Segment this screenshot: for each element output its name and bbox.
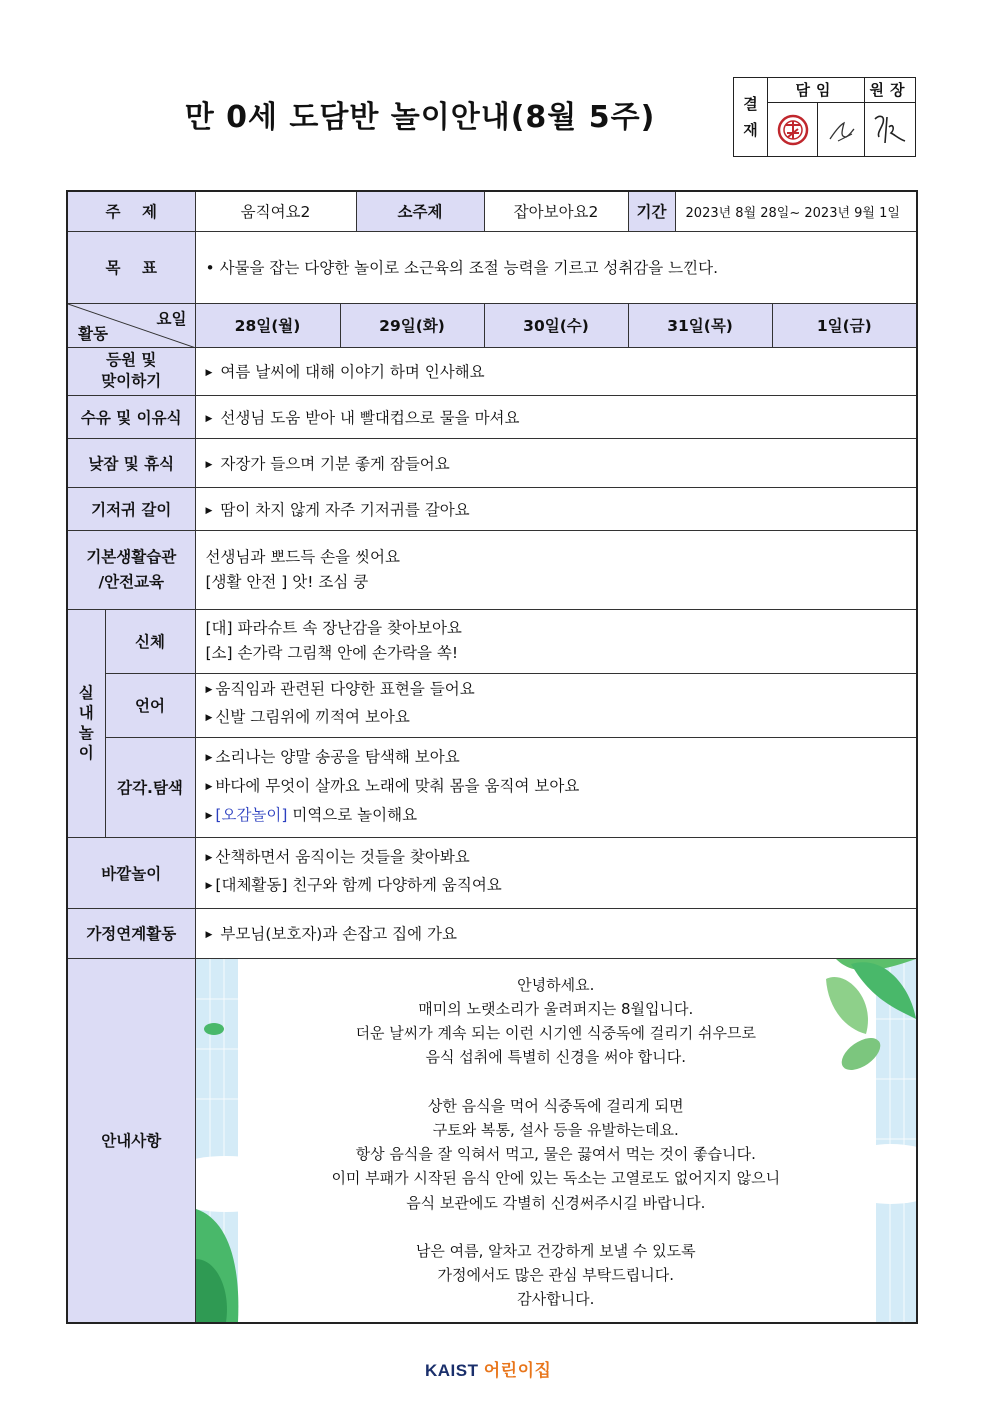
diaper-text: 땀이 차지 않게 자주 기저귀를 갈아요 xyxy=(220,500,470,519)
indoor-sensory-text xyxy=(195,737,917,837)
notice-line: 음식 보관에도 각별히 신경써주시길 바랍니다. xyxy=(406,1193,706,1212)
triangle-bullet-icon: ▶ xyxy=(205,752,213,763)
basic-life-label-2: /안전교육 xyxy=(98,572,165,591)
routine-label-nap: 낮잠 및 휴식 xyxy=(67,438,195,487)
triangle-bullet-icon: ▶ xyxy=(205,713,213,723)
page-title: 만 0세 도담반 놀이안내(8월 5주) xyxy=(184,100,656,135)
notice-row xyxy=(67,958,917,1323)
theme-label: 주 제 xyxy=(67,191,195,231)
outdoor-line-1: 산책하면서 움직이는 것들을 찾아봐요 xyxy=(215,847,470,866)
triangle-bullet-icon: ▶ xyxy=(205,930,213,940)
kaist-kindergarten-logo xyxy=(425,1356,551,1381)
outdoor-line-2: [대체활동] 친구와 함께 다양하게 움직여요 xyxy=(215,875,502,894)
indoor-body-text xyxy=(195,609,917,673)
basic-life-line-2: [생활 안전 ] 앗! 조심 쿵 xyxy=(205,572,369,591)
outdoor-text xyxy=(195,837,917,908)
indoor-sensory-line-3-tag: [오감놀이] xyxy=(215,805,288,824)
notice-line: 남은 여름, 알차고 건강하게 보낼 수 있도록 xyxy=(415,1241,696,1260)
indoor-play-label xyxy=(67,609,105,837)
subtheme-label: 소주제 xyxy=(356,191,484,231)
indoor-body-line-2: [소] 손가락 그림책 안에 손가락을 쏙! xyxy=(205,644,459,662)
basic-life-line-1: 선생님과 뽀드득 손을 씻어요 xyxy=(205,547,400,566)
routine-label-diaper: 기저귀 갈이 xyxy=(67,487,195,530)
indoor-language-line-1: 움직임과 관련된 다양한 표현을 들어요 xyxy=(215,680,475,698)
indoor-sensory-label: 감각.탐색 xyxy=(105,737,195,837)
day-tue: 29일(화) xyxy=(340,303,484,347)
notice-line: 구토와 복통, 설사 등을 유발하는데요. xyxy=(432,1120,679,1139)
nap-text: 자장가 들으며 기분 좋게 잠들어요 xyxy=(220,454,450,473)
indoor-label-4: 이 xyxy=(78,744,94,762)
home-link-text xyxy=(195,908,917,958)
period-label: 기간 xyxy=(628,191,675,231)
director-signature xyxy=(864,103,915,156)
goal-row xyxy=(67,231,917,303)
basic-life-label xyxy=(67,530,195,609)
routine-text-nap xyxy=(195,438,917,487)
approval-label xyxy=(734,78,767,156)
routine-text-feeding xyxy=(195,395,917,438)
period-value: 2023년 8월 28일~ 2023년 9월 1일 xyxy=(675,191,917,231)
corner-activity-label: 활동 xyxy=(78,324,108,343)
notice-line-blank xyxy=(196,1070,917,1094)
triangle-bullet-icon: ▶ xyxy=(205,413,213,424)
notice-line: 상한 음식을 먹어 식중독에 걸리게 되면 xyxy=(427,1096,684,1115)
triangle-bullet-icon: ▶ xyxy=(205,852,213,863)
approval-gyeol: 결 xyxy=(743,95,758,113)
theme-value: 움직여요2 xyxy=(195,191,356,231)
day-corner-cell xyxy=(67,303,195,347)
plan-table xyxy=(66,190,918,1324)
day-fri: 1일(금) xyxy=(772,303,917,347)
notice-line: 항상 음식을 잘 익혀서 먹고, 물은 끓여서 먹는 것이 좋습니다. xyxy=(355,1145,756,1164)
day-wed: 30일(수) xyxy=(484,303,628,347)
home-link-row xyxy=(67,908,917,958)
routine-text-diaper xyxy=(195,487,917,530)
indoor-label-3: 놀 xyxy=(78,724,94,742)
teacher-header: 담임 xyxy=(767,78,864,103)
routine-row-diaper xyxy=(67,487,917,530)
arrival-text: 여름 날씨에 대해 이야기 하며 인사해요 xyxy=(220,363,485,381)
notice-line: 감사합니다. xyxy=(517,1290,595,1309)
arrival-label-2: 맞이하기 xyxy=(101,372,162,390)
notice-box xyxy=(196,959,917,1322)
routine-label-feeding: 수유 및 이유식 xyxy=(67,395,195,438)
indoor-label-1: 실 xyxy=(78,684,94,702)
triangle-bullet-icon: ▶ xyxy=(205,368,213,378)
routine-text-arrival xyxy=(195,347,917,395)
indoor-language-line-2: 신발 그림위에 끼적여 보아요 xyxy=(215,708,410,726)
notice-line: 매미의 노랫소리가 울려퍼지는 8월입니다. xyxy=(418,999,694,1018)
indoor-language-text xyxy=(195,673,917,737)
indoor-sensory-line-1: 소리나는 양말 송공을 탐색해 보아요 xyxy=(215,747,460,766)
notice-line: 음식 섭취에 특별히 신경을 써야 합니다. xyxy=(425,1048,686,1067)
triangle-bullet-icon: ▶ xyxy=(205,880,213,891)
teacher-signature xyxy=(817,103,864,156)
arrival-label-1: 등원 및 xyxy=(106,351,157,369)
logo-korean-text: 어린이집 xyxy=(483,1361,552,1380)
notice-label: 안내사항 xyxy=(67,958,195,1323)
indoor-body-label: 신체 xyxy=(105,609,195,673)
logo-kaist-text: KAIST xyxy=(425,1361,479,1380)
feeding-text: 선생님 도움 받아 내 빨대컵으로 물을 마셔요 xyxy=(220,408,520,427)
triangle-bullet-icon: ▶ xyxy=(205,781,213,792)
indoor-sensory-line-3-text: 미역으로 놀이해요 xyxy=(287,805,418,824)
notice-cell xyxy=(195,958,917,1323)
basic-life-text xyxy=(195,530,917,609)
routine-row-arrival xyxy=(67,347,917,395)
triangle-bullet-icon: ▶ xyxy=(205,505,213,516)
indoor-body-line-1: [대] 파라슈트 속 장난감을 찾아보아요 xyxy=(205,619,462,637)
triangle-bullet-icon: ▶ xyxy=(205,685,213,695)
teacher-seal-stamp xyxy=(767,103,817,156)
subtheme-value: 잡아보아요2 xyxy=(484,191,628,231)
indoor-language-label: 언어 xyxy=(105,673,195,737)
triangle-bullet-icon: ▶ xyxy=(205,810,213,821)
routine-label-arrival xyxy=(67,347,195,395)
indoor-sensory-row xyxy=(67,737,917,837)
indoor-language-row xyxy=(67,673,917,737)
goal-label: 목 표 xyxy=(67,231,195,303)
home-link-value: 부모님(보호자)과 손잡고 집에 가요 xyxy=(220,925,457,943)
notice-line: 안녕하세요. xyxy=(517,975,595,994)
notice-text xyxy=(196,973,917,1312)
notice-line: 이미 부패가 시작된 음식 안에 있는 독소는 고열로도 없어지지 않으니 xyxy=(331,1169,781,1188)
day-mon: 28일(월) xyxy=(195,303,340,347)
indoor-label-2: 내 xyxy=(78,704,94,722)
corner-day-label: 요일 xyxy=(156,309,187,328)
notice-line-blank xyxy=(196,1215,917,1239)
director-header: 원장 xyxy=(864,78,915,103)
approval-box xyxy=(733,77,916,157)
approval-jae: 재 xyxy=(743,121,758,139)
outdoor-row xyxy=(67,837,917,908)
outdoor-label: 바깥놀이 xyxy=(67,837,195,908)
routine-row-nap xyxy=(67,438,917,487)
basic-life-label-1: 기본생활습관 xyxy=(86,547,177,566)
day-header-row xyxy=(67,303,917,347)
notice-line: 가정에서도 많은 관심 부탁드립니다. xyxy=(437,1266,674,1285)
theme-row xyxy=(67,191,917,231)
day-thu: 31일(목) xyxy=(628,303,772,347)
routine-row-feeding xyxy=(67,395,917,438)
goal-value: • 사물을 잡는 다양한 놀이로 소근육의 조절 능력을 기르고 성취감을 느낀다. xyxy=(195,231,917,303)
basic-life-row xyxy=(67,530,917,609)
indoor-sensory-line-2: 바다에 무엇이 살까요 노래에 맞춰 몸을 움직여 보아요 xyxy=(215,776,580,795)
home-link-label: 가정연계활동 xyxy=(67,908,195,958)
indoor-body-row xyxy=(67,609,917,673)
notice-line: 더운 날씨가 계속 되는 이런 시기엔 식중독에 걸리기 쉬우므로 xyxy=(355,1024,756,1043)
triangle-bullet-icon: ▶ xyxy=(205,459,213,470)
